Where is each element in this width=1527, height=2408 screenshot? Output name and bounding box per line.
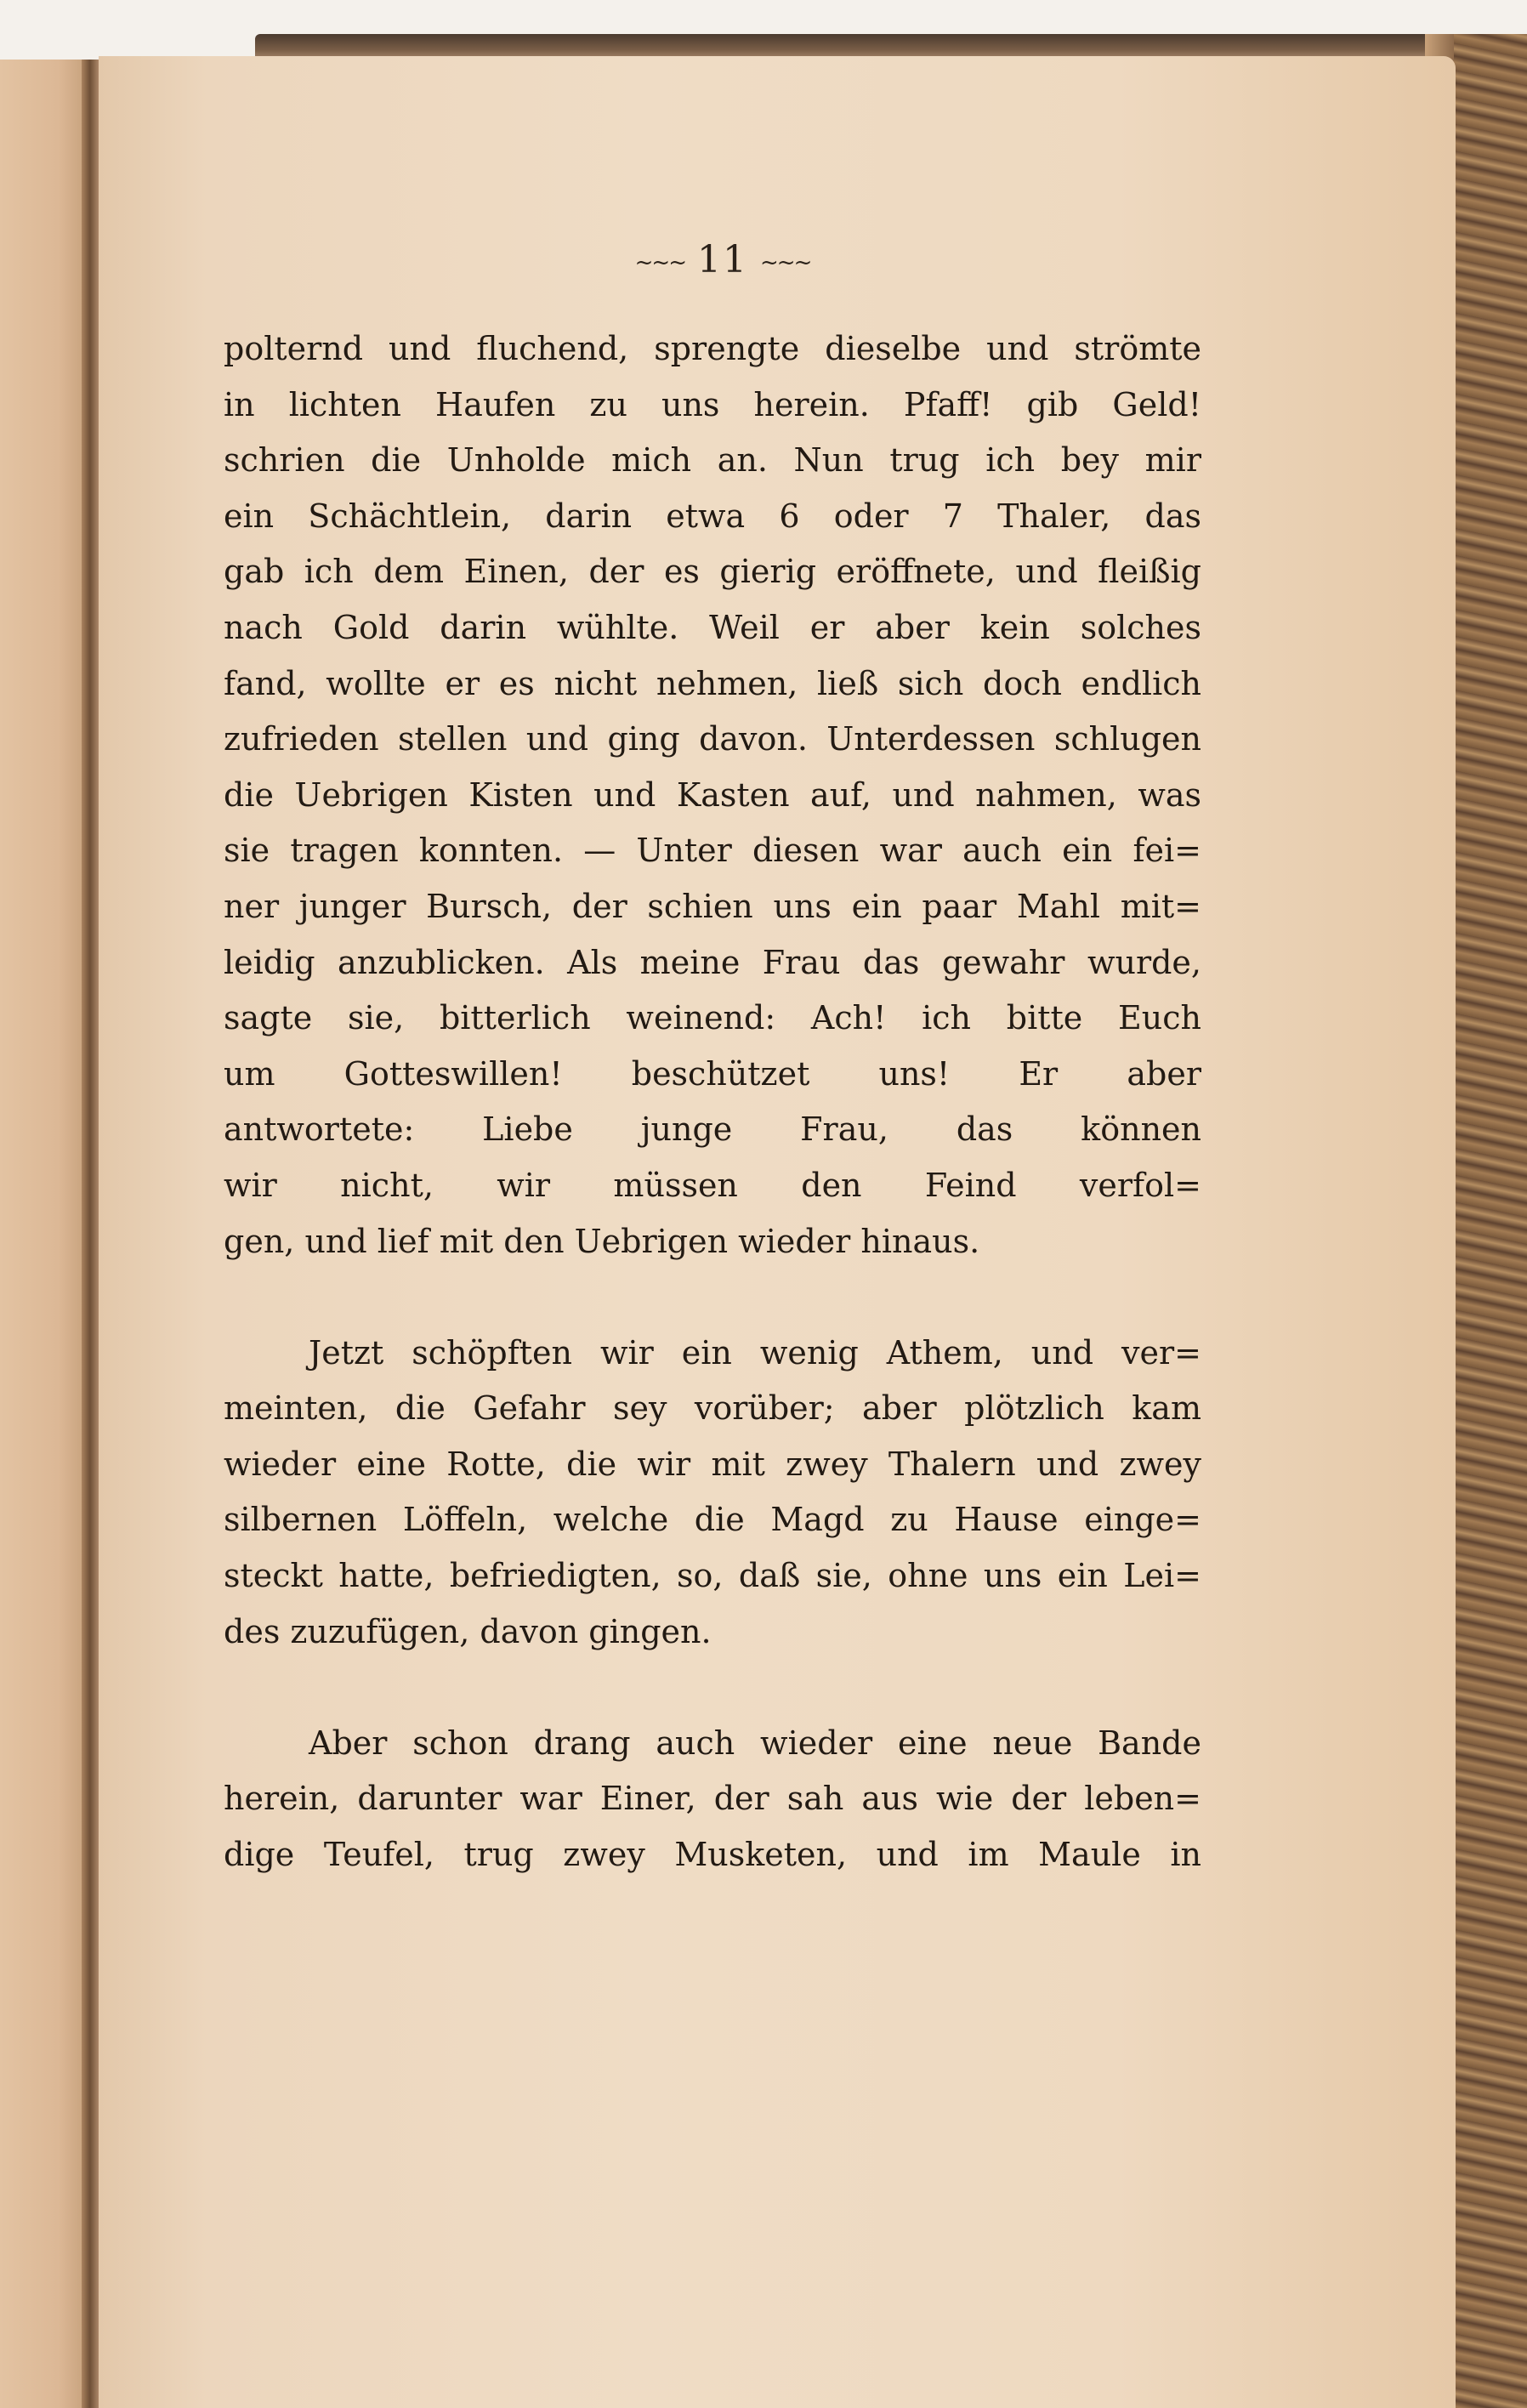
text-line: polternd und fluchend, sprengte dieselbe und strömte	[224, 330, 1201, 367]
ornament-dash-left: ~~~	[634, 249, 685, 275]
paragraph-gap	[224, 1269, 1201, 1326]
text-line: gen, und lief mit den Uebrigen wieder hinaus.	[224, 1222, 980, 1260]
text-line: um Gotteswillen! beschützet uns! Er aber	[224, 1054, 1201, 1093]
text-line: wir nicht, wir müssen den Feind verfol=	[224, 1166, 1201, 1204]
text-line: sie tragen konnten. — Unter diesen war auch ein fei=	[224, 832, 1201, 870]
text-line: in lichten Haufen zu uns herein. Pfaff! gib Geld!	[224, 385, 1201, 423]
ornament-dash-right: ~~~	[760, 249, 811, 275]
text-line: zufrieden stellen und ging davon. Unterdessen schlugen	[224, 720, 1201, 758]
text-line: Jetzt schöpften wir ein wenig Athem, und ver=	[309, 1333, 1201, 1372]
book-gutter	[82, 60, 100, 2408]
text-line: meinten, die Gefahr sey vorüber; aber plötzlich kam	[224, 1389, 1201, 1428]
text-line: die Uebrigen Kisten und Kasten auf, und nahmen, was	[224, 775, 1201, 814]
text-line: steckt hatte, befriedigten, so, daß sie, ohne uns ein Lei=	[224, 1557, 1201, 1595]
text-line: silbernen Löffeln, welche die Magd zu Hause einge=	[224, 1501, 1201, 1539]
text-line: schrien die Unholde mich an. Nun trug ich bey mir	[224, 441, 1201, 480]
text-line: Aber schon drang auch wieder eine neue Bande	[309, 1724, 1201, 1762]
body-text	[224, 321, 1201, 1883]
text-line: wieder eine Rotte, die wir mit zwey Thalern und zwey	[224, 1445, 1201, 1483]
text-line: leidig anzublicken. Als meine Frau das gewahr wurde,	[224, 943, 1201, 981]
text-line: gab ich dem Einen, der es gierig eröffnete, und fleißig	[224, 553, 1201, 591]
paragraph-gap	[224, 1660, 1201, 1716]
text-line: sagte sie, bitterlich weinend: Ach! ich bitte Euch	[224, 999, 1201, 1037]
text-line: ein Schächtlein, darin etwa 6 oder 7 Thaler, das	[224, 497, 1201, 535]
text-line: ner junger Bursch, der schien uns ein paar Mahl mit=	[224, 887, 1201, 925]
text-line: dige Teufel, trug zwey Musketen, und im Maule in	[224, 1836, 1201, 1874]
page-number	[595, 238, 850, 281]
left-page-edge	[0, 60, 83, 2408]
text-line: nach Gold darin wühlte. Weil er aber kein solches	[224, 608, 1201, 646]
text-line: fand, wollte er es nicht nehmen, ließ sich doch endlich	[224, 664, 1201, 702]
text-line: herein, darunter war Einer, der sah aus wie der leben=	[224, 1780, 1201, 1818]
text-line: antwortete: Liebe junge Frau, das können	[224, 1110, 1201, 1149]
page-number-value: 11	[697, 238, 748, 281]
text-line: des zuzufügen, davon gingen.	[224, 1612, 712, 1650]
